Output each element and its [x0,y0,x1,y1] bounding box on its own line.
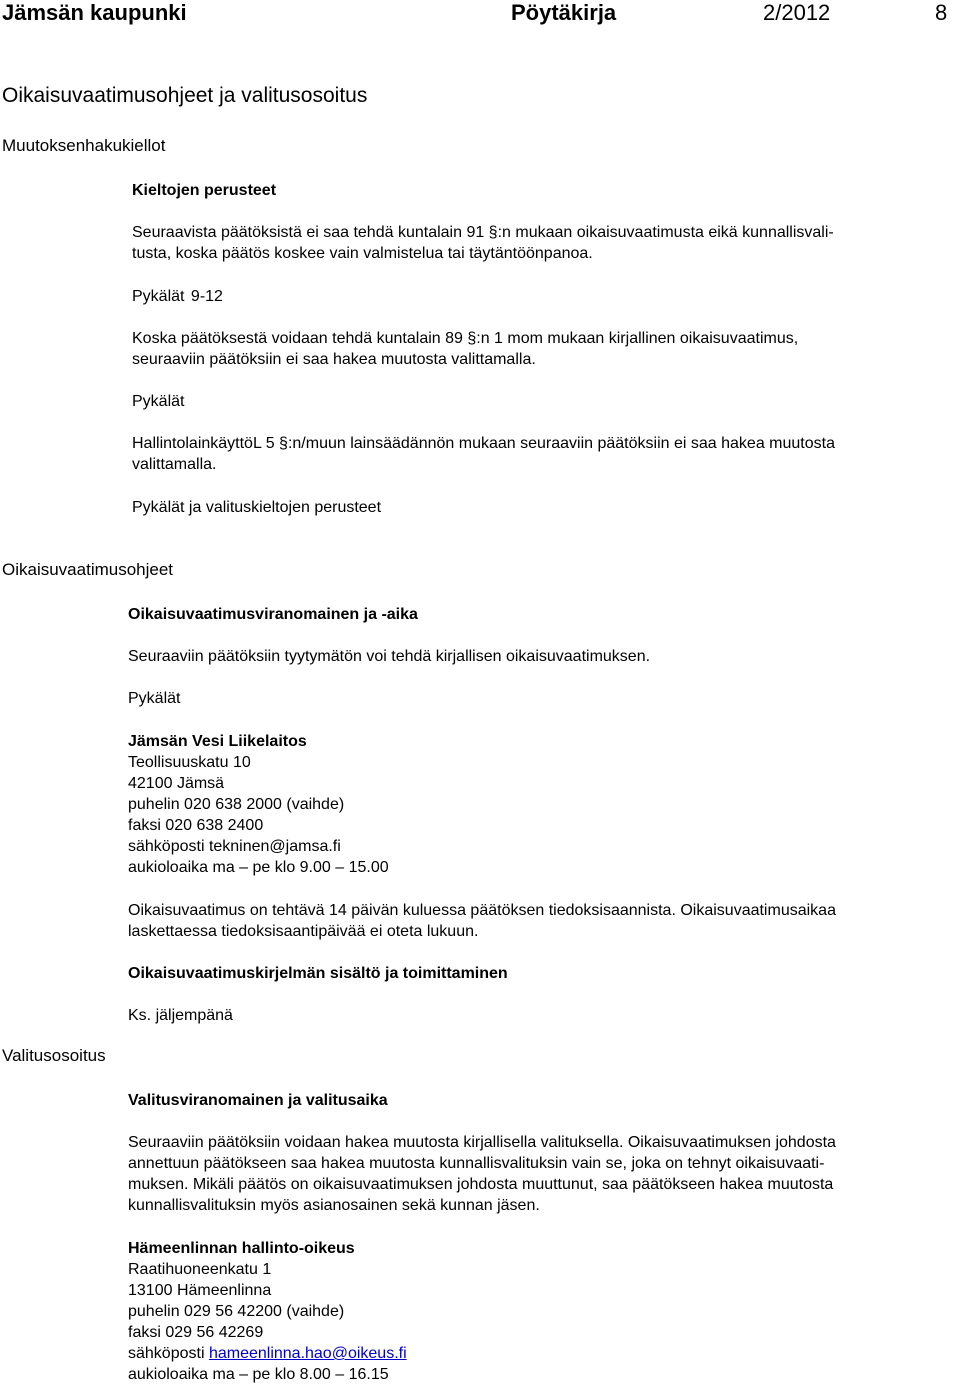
appeal-court-email-label: sähköposti [128,1345,209,1362]
prohibitions-subheading: Kieltojen perusteet [132,182,277,199]
header-organization: Jämsän kaupunki [2,0,187,25]
prohibitions-para2-line: seuraaviin päätöksiin ei saa hakea muutosta valittamalla. [132,351,536,368]
prohibitions-para2-line: Koska päätöksestä voidaan tehdä kuntalain 89 §:n 1 mom mukaan kirjallinen oikaisuvaatimus, [132,330,799,347]
header-doc-number: 2/2012 [763,0,831,25]
appeal-court-email-link[interactable]: hameenlinna.hao@oikeus.fi [208,1345,407,1362]
appeal-para-line: kunnallisvalituksin myös asianosainen sekä kunnan jäsen. [128,1197,540,1214]
appeal-court-line: 13100 Hämeenlinna [128,1282,272,1299]
claim-deadline [128,900,836,942]
claim-authority-line: sähköposti tekninen@jamsa.fi [128,838,341,855]
appeal-court-line: Raatihuoneenkatu 1 [128,1261,272,1278]
prohibitions-para2 [132,328,798,370]
claim-authority-line: aukioloaika ma – pe klo 9.00 – 15.00 [128,859,389,876]
appeal-court-line: puhelin 029 56 42200 (vaihde) [128,1303,345,1320]
prohibitions-para1-line: Seuraavista päätöksistä ei saa tehdä kuntalain 91 §:n mukaan oikaisuvaatimusta eikä kunnallisvali- [132,224,834,241]
appeal-court-hours: aukioloaika ma – pe klo 8.00 – 16.15 [128,1366,389,1383]
claim-authority-address [128,731,389,878]
appeal-para-line: annettuun päätökseen saa hakea muutosta kunnallisvalituksin vain se, joka on tehnyt oikaisuvaati- [128,1155,825,1172]
prohibitions-para3-line: HallintolainkäyttöL 5 §:n/muun lainsäädännön mukaan seuraaviin päätöksiin ei saa hakea muutosta [132,435,835,452]
prohibitions-para3 [132,433,835,475]
appeal-court-address [128,1238,407,1385]
prohibitions-heading: Muutoksenhakukiellot [2,136,166,155]
claim-authority-name: Jämsän Vesi Liikelaitos [128,733,307,750]
claim-content-text: Ks. jäljempänä [128,1007,233,1024]
appeal-paragraph [128,1132,836,1216]
claim-sections: Pykälät [128,690,181,707]
claim-authority-line: puhelin 020 638 2000 (vaihde) [128,796,345,813]
appeal-para-line: muksen. Mikäli päätös on oikaisuvaatimuksen johdosta muuttunut, saa päätökseen hakea muutosta [128,1176,834,1193]
appeal-court-line: faksi 029 56 42269 [128,1324,264,1341]
prohibitions-para3-line: valittamalla. [132,456,217,473]
claim-authority-line: Teollisuuskatu 10 [128,754,251,771]
claim-deadline-line: Oikaisuvaatimus on tehtävä 14 päivän kuluessa päätöksen tiedoksisaannista. Oikaisuvaatimusaikaa [128,902,836,919]
claim-authority-line: 42100 Jämsä [128,775,225,792]
claim-intro: Seuraaviin päätöksiin tyytymätön voi tehdä kirjallisen oikaisuvaatimuksen. [128,648,651,665]
claim-side-heading: Oikaisuvaatimusohjeet [2,560,174,579]
claim-authority-heading: Oikaisuvaatimusviranomainen ja -aika [128,606,418,623]
page-title: Oikaisuvaatimusohjeet ja valitusosoitus [2,84,368,107]
claim-authority-line: faksi 020 638 2400 [128,817,264,834]
prohibitions-para1-sections: Pykälät 9-12 [132,288,223,305]
prohibitions-para1-line: tusta, koska päätös koskee vain valmistelua tai täytäntöönpanoa. [132,245,593,262]
appeal-para-line: Seuraaviin päätöksiin voidaan hakea muutosta kirjallisella valituksella. Oikaisuvaatimuksen johdosta [128,1134,836,1151]
header-page-number: 8 [935,0,948,25]
prohibitions-para1 [132,222,834,264]
appeal-court-name: Hämeenlinnan hallinto-oikeus [128,1240,355,1257]
appeal-side-heading: Valitusosoitus [2,1046,106,1065]
header-doc-type: Pöytäkirja [511,0,617,25]
appeal-court-email-row [128,1343,407,1364]
claim-deadline-line: laskettaessa tiedoksisaantipäivää ei oteta lukuun. [128,923,479,940]
prohibitions-para2-sections: Pykälät [132,393,185,410]
prohibitions-para3-sections: Pykälät ja valituskieltojen perusteet [132,499,382,516]
claim-content-heading: Oikaisuvaatimuskirjelmän sisältö ja toimittaminen [128,965,508,982]
appeal-authority-heading: Valitusviranomainen ja valitusaika [128,1092,388,1109]
